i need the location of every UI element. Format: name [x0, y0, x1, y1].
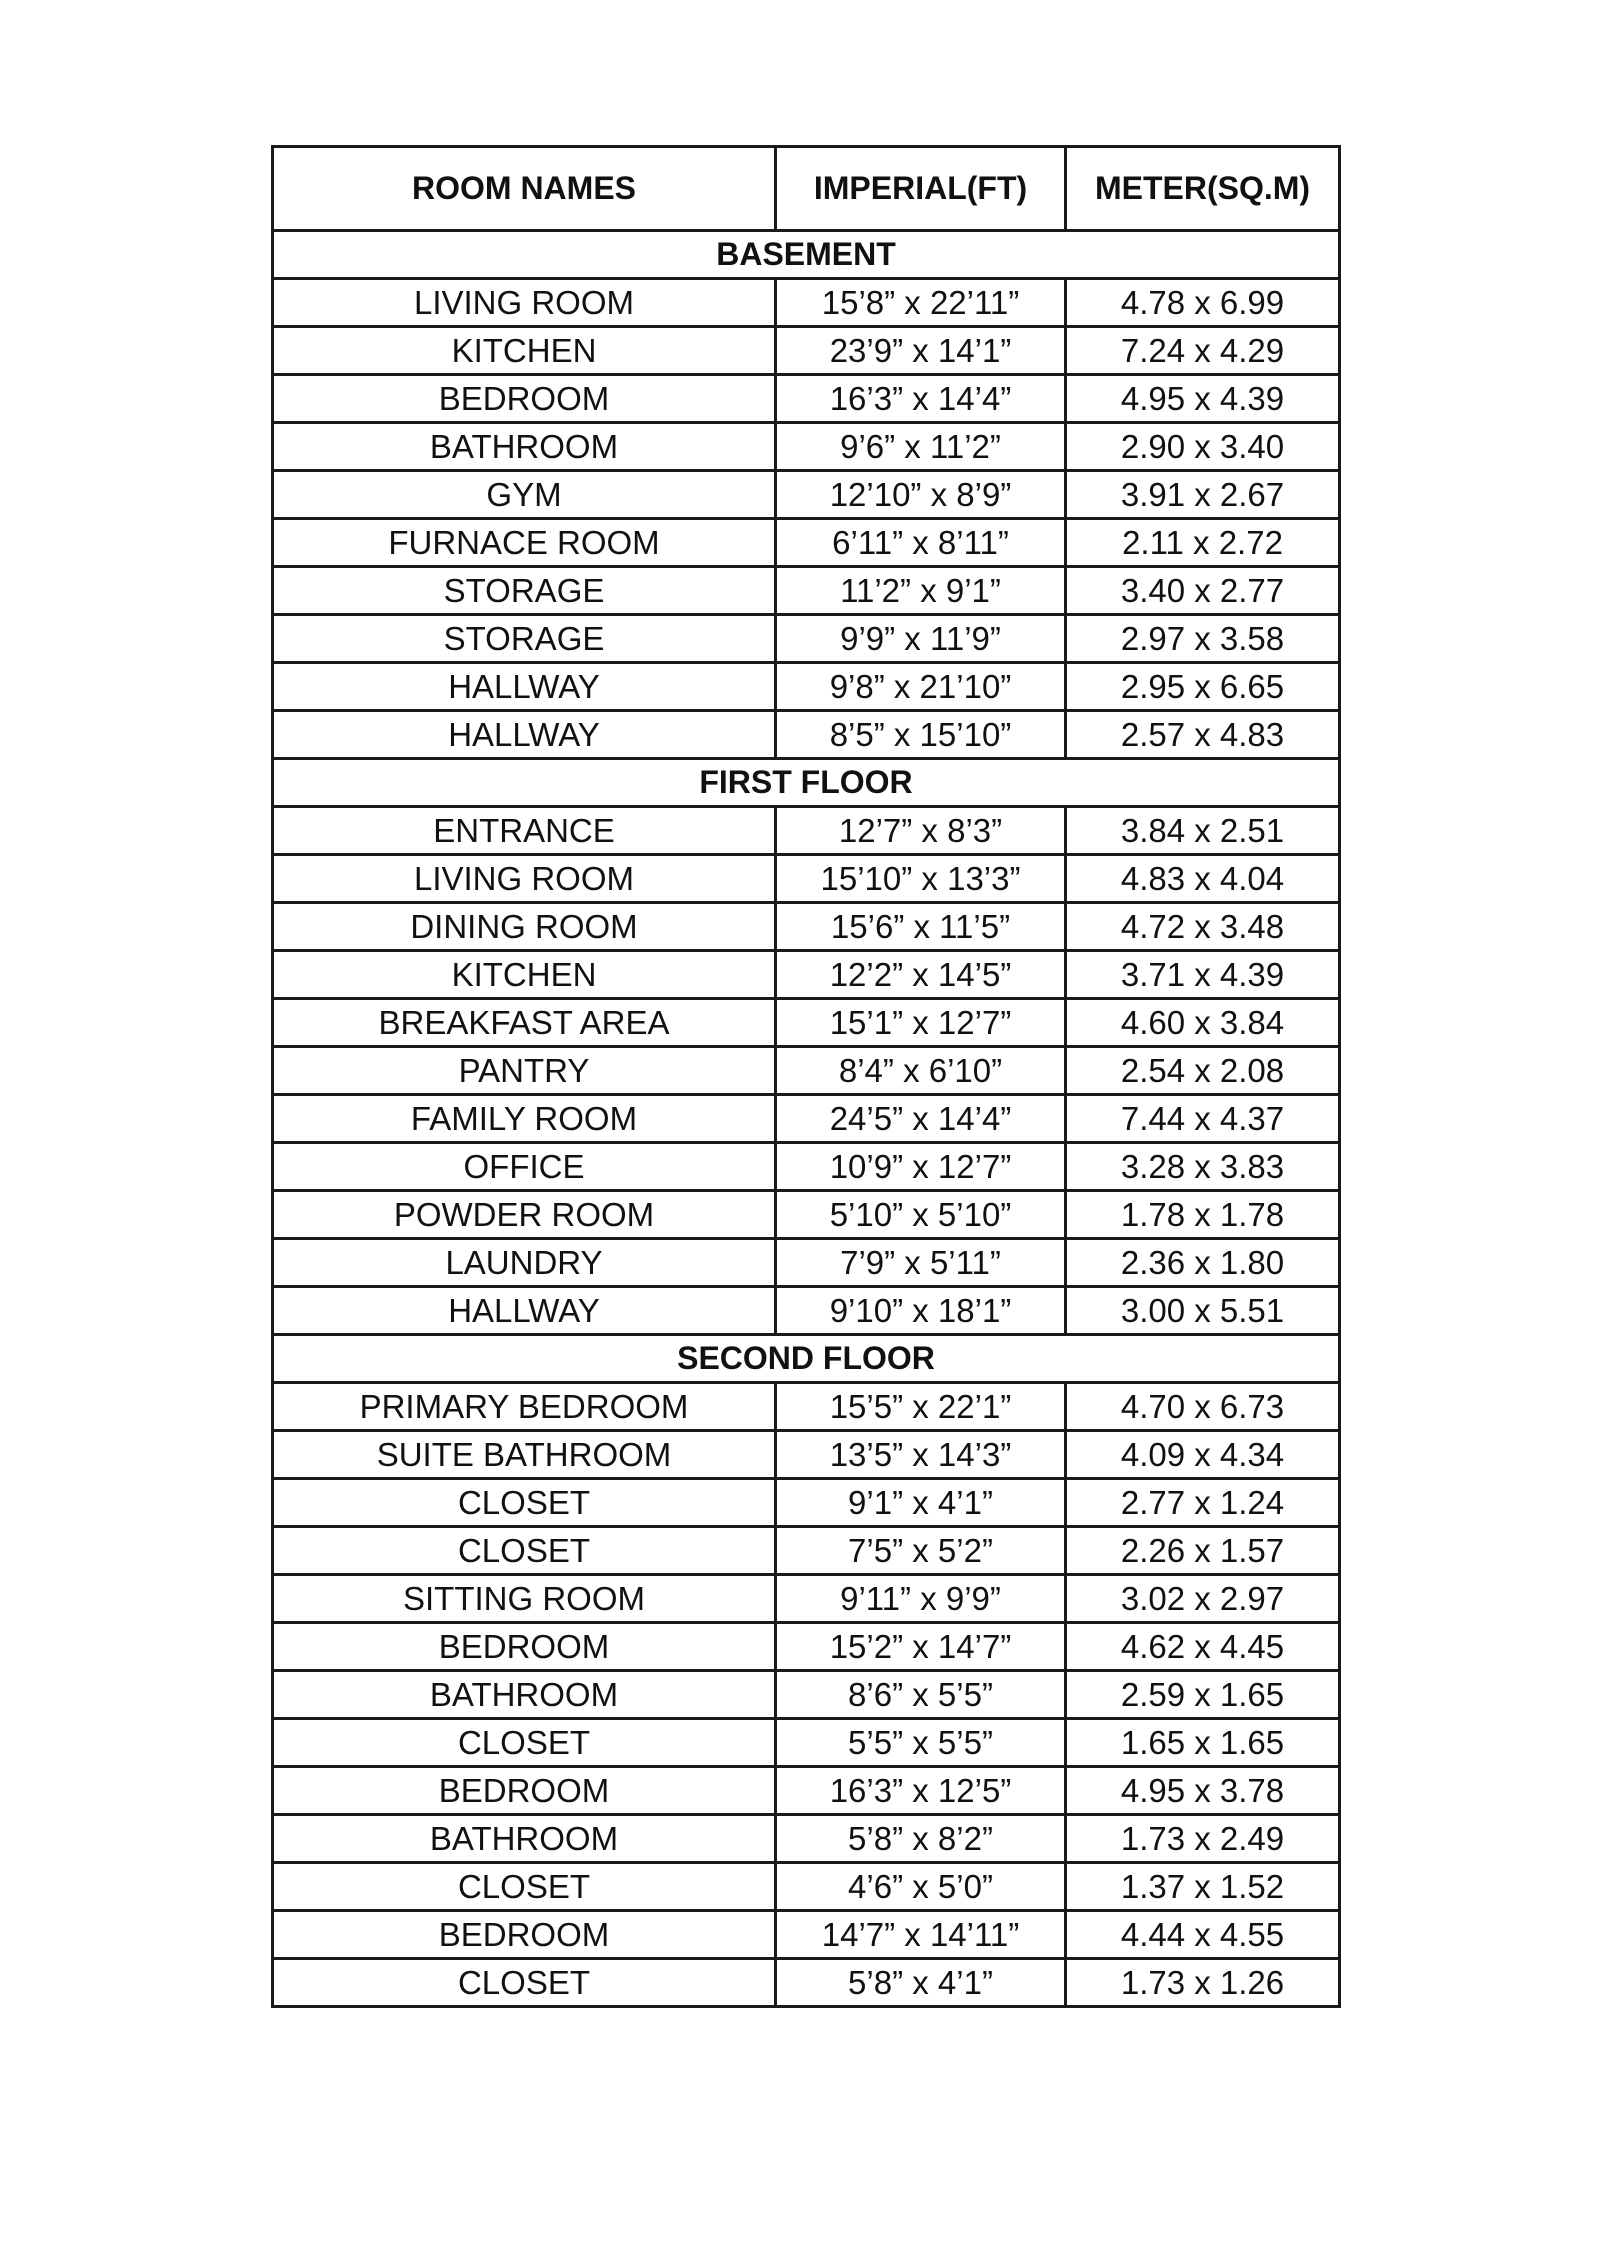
room-name-cell: PRIMARY BEDROOM [273, 1383, 776, 1431]
imperial-size-cell: 10’9” x 12’7” [776, 1143, 1066, 1191]
room-name-cell: KITCHEN [273, 327, 776, 375]
table-row [273, 1575, 1340, 1623]
imperial-size-cell: 15’6” x 11’5” [776, 903, 1066, 951]
metric-size-cell: 1.65 x 1.65 [1066, 1719, 1340, 1767]
imperial-size-cell: 8’5” x 15’10” [776, 711, 1066, 759]
room-name-cell: CLOSET [273, 1863, 776, 1911]
table-row [273, 1863, 1340, 1911]
section-title: SECOND FLOOR [273, 1335, 1340, 1383]
imperial-size-cell: 5’8” x 8’2” [776, 1815, 1066, 1863]
room-name-cell: DINING ROOM [273, 903, 776, 951]
imperial-size-cell: 9’1” x 4’1” [776, 1479, 1066, 1527]
room-name-cell: SITTING ROOM [273, 1575, 776, 1623]
imperial-size-cell: 15’2” x 14’7” [776, 1623, 1066, 1671]
section-row [273, 759, 1340, 807]
room-dimensions-table [271, 145, 1341, 2008]
section-title: FIRST FLOOR [273, 759, 1340, 807]
metric-size-cell: 3.71 x 4.39 [1066, 951, 1340, 999]
table-row [273, 1287, 1340, 1335]
table-header [273, 147, 1340, 231]
imperial-size-cell: 9’10” x 18’1” [776, 1287, 1066, 1335]
room-name-cell: POWDER ROOM [273, 1191, 776, 1239]
metric-size-cell: 3.28 x 3.83 [1066, 1143, 1340, 1191]
imperial-size-cell: 8’6” x 5’5” [776, 1671, 1066, 1719]
metric-size-cell: 4.60 x 3.84 [1066, 999, 1340, 1047]
room-name-cell: KITCHEN [273, 951, 776, 999]
room-name-cell: STORAGE [273, 567, 776, 615]
table-row [273, 1527, 1340, 1575]
table-row [273, 1479, 1340, 1527]
room-name-cell: CLOSET [273, 1959, 776, 2007]
table-row [273, 327, 1340, 375]
imperial-size-cell: 9’6” x 11’2” [776, 423, 1066, 471]
room-name-cell: LAUNDRY [273, 1239, 776, 1287]
table-row [273, 1623, 1340, 1671]
imperial-size-cell: 9’11” x 9’9” [776, 1575, 1066, 1623]
metric-size-cell: 2.95 x 6.65 [1066, 663, 1340, 711]
metric-size-cell: 4.95 x 4.39 [1066, 375, 1340, 423]
header-row [273, 147, 1340, 231]
metric-size-cell: 3.91 x 2.67 [1066, 471, 1340, 519]
room-name-cell: BEDROOM [273, 375, 776, 423]
room-name-cell: BEDROOM [273, 1911, 776, 1959]
table-row [273, 807, 1340, 855]
metric-size-cell: 4.09 x 4.34 [1066, 1431, 1340, 1479]
metric-size-cell: 7.44 x 4.37 [1066, 1095, 1340, 1143]
room-name-cell: CLOSET [273, 1527, 776, 1575]
table-row [273, 1671, 1340, 1719]
table-row [273, 1191, 1340, 1239]
imperial-size-cell: 8’4” x 6’10” [776, 1047, 1066, 1095]
table-row [273, 615, 1340, 663]
section-row [273, 1335, 1340, 1383]
metric-size-cell: 2.54 x 2.08 [1066, 1047, 1340, 1095]
room-name-cell: FAMILY ROOM [273, 1095, 776, 1143]
imperial-size-cell: 14’7” x 14’11” [776, 1911, 1066, 1959]
imperial-size-cell: 13’5” x 14’3” [776, 1431, 1066, 1479]
metric-size-cell: 2.26 x 1.57 [1066, 1527, 1340, 1575]
table-row [273, 1959, 1340, 2007]
table-row [273, 1143, 1340, 1191]
table-row [273, 1815, 1340, 1863]
metric-size-cell: 4.83 x 4.04 [1066, 855, 1340, 903]
metric-size-cell: 3.02 x 2.97 [1066, 1575, 1340, 1623]
imperial-size-cell: 23’9” x 14’1” [776, 327, 1066, 375]
room-name-cell: BEDROOM [273, 1767, 776, 1815]
imperial-size-cell: 12’2” x 14’5” [776, 951, 1066, 999]
table-row [273, 999, 1340, 1047]
metric-size-cell: 2.11 x 2.72 [1066, 519, 1340, 567]
imperial-size-cell: 7’9” x 5’11” [776, 1239, 1066, 1287]
table-row [273, 903, 1340, 951]
room-name-cell: STORAGE [273, 615, 776, 663]
room-name-cell: BREAKFAST AREA [273, 999, 776, 1047]
table-row [273, 279, 1340, 327]
imperial-size-cell: 4’6” x 5’0” [776, 1863, 1066, 1911]
table-row [273, 567, 1340, 615]
imperial-size-cell: 15’1” x 12’7” [776, 999, 1066, 1047]
room-name-cell: BATHROOM [273, 1671, 776, 1719]
metric-size-cell: 4.72 x 3.48 [1066, 903, 1340, 951]
imperial-size-cell: 5’5” x 5’5” [776, 1719, 1066, 1767]
room-name-cell: BATHROOM [273, 423, 776, 471]
room-name-cell: HALLWAY [273, 663, 776, 711]
metric-size-cell: 3.84 x 2.51 [1066, 807, 1340, 855]
header-room-names: ROOM NAMES [273, 147, 776, 231]
metric-size-cell: 1.37 x 1.52 [1066, 1863, 1340, 1911]
room-name-cell: FURNACE ROOM [273, 519, 776, 567]
imperial-size-cell: 9’8” x 21’10” [776, 663, 1066, 711]
table-row [273, 423, 1340, 471]
table-row [273, 1383, 1340, 1431]
room-name-cell: CLOSET [273, 1479, 776, 1527]
table-row [273, 471, 1340, 519]
header-metric: METER(SQ.M) [1066, 147, 1340, 231]
metric-size-cell: 2.59 x 1.65 [1066, 1671, 1340, 1719]
room-name-cell: CLOSET [273, 1719, 776, 1767]
table-row [273, 1239, 1340, 1287]
metric-size-cell: 4.78 x 6.99 [1066, 279, 1340, 327]
imperial-size-cell: 15’5” x 22’1” [776, 1383, 1066, 1431]
table-row [273, 519, 1340, 567]
imperial-size-cell: 7’5” x 5’2” [776, 1527, 1066, 1575]
room-name-cell: GYM [273, 471, 776, 519]
imperial-size-cell: 15’10” x 13’3” [776, 855, 1066, 903]
imperial-size-cell: 11’2” x 9’1” [776, 567, 1066, 615]
metric-size-cell: 4.44 x 4.55 [1066, 1911, 1340, 1959]
table-row [273, 1767, 1340, 1815]
table-body [273, 231, 1340, 2007]
metric-size-cell: 1.73 x 1.26 [1066, 1959, 1340, 2007]
imperial-size-cell: 5’10” x 5’10” [776, 1191, 1066, 1239]
metric-size-cell: 2.36 x 1.80 [1066, 1239, 1340, 1287]
metric-size-cell: 2.57 x 4.83 [1066, 711, 1340, 759]
table-row [273, 1431, 1340, 1479]
imperial-size-cell: 16’3” x 12’5” [776, 1767, 1066, 1815]
table-row [273, 1047, 1340, 1095]
room-name-cell: HALLWAY [273, 1287, 776, 1335]
table-row [273, 711, 1340, 759]
section-row [273, 231, 1340, 279]
room-dimensions-sheet [271, 145, 1338, 2008]
metric-size-cell: 3.40 x 2.77 [1066, 567, 1340, 615]
room-name-cell: LIVING ROOM [273, 279, 776, 327]
imperial-size-cell: 12’7” x 8’3” [776, 807, 1066, 855]
header-imperial: IMPERIAL(FT) [776, 147, 1066, 231]
table-row [273, 375, 1340, 423]
metric-size-cell: 4.62 x 4.45 [1066, 1623, 1340, 1671]
metric-size-cell: 2.97 x 3.58 [1066, 615, 1340, 663]
imperial-size-cell: 5’8” x 4’1” [776, 1959, 1066, 2007]
metric-size-cell: 4.95 x 3.78 [1066, 1767, 1340, 1815]
metric-size-cell: 1.73 x 2.49 [1066, 1815, 1340, 1863]
metric-size-cell: 2.90 x 3.40 [1066, 423, 1340, 471]
metric-size-cell: 1.78 x 1.78 [1066, 1191, 1340, 1239]
imperial-size-cell: 6’11” x 8’11” [776, 519, 1066, 567]
table-row [273, 663, 1340, 711]
imperial-size-cell: 24’5” x 14’4” [776, 1095, 1066, 1143]
room-name-cell: LIVING ROOM [273, 855, 776, 903]
room-name-cell: SUITE BATHROOM [273, 1431, 776, 1479]
room-name-cell: BATHROOM [273, 1815, 776, 1863]
room-name-cell: OFFICE [273, 1143, 776, 1191]
imperial-size-cell: 15’8” x 22’11” [776, 279, 1066, 327]
imperial-size-cell: 12’10” x 8’9” [776, 471, 1066, 519]
metric-size-cell: 4.70 x 6.73 [1066, 1383, 1340, 1431]
room-name-cell: HALLWAY [273, 711, 776, 759]
room-name-cell: BEDROOM [273, 1623, 776, 1671]
imperial-size-cell: 9’9” x 11’9” [776, 615, 1066, 663]
metric-size-cell: 3.00 x 5.51 [1066, 1287, 1340, 1335]
metric-size-cell: 2.77 x 1.24 [1066, 1479, 1340, 1527]
table-row [273, 951, 1340, 999]
room-name-cell: ENTRANCE [273, 807, 776, 855]
table-row [273, 1095, 1340, 1143]
section-title: BASEMENT [273, 231, 1340, 279]
room-name-cell: PANTRY [273, 1047, 776, 1095]
metric-size-cell: 7.24 x 4.29 [1066, 327, 1340, 375]
table-row [273, 855, 1340, 903]
table-row [273, 1719, 1340, 1767]
imperial-size-cell: 16’3” x 14’4” [776, 375, 1066, 423]
table-row [273, 1911, 1340, 1959]
